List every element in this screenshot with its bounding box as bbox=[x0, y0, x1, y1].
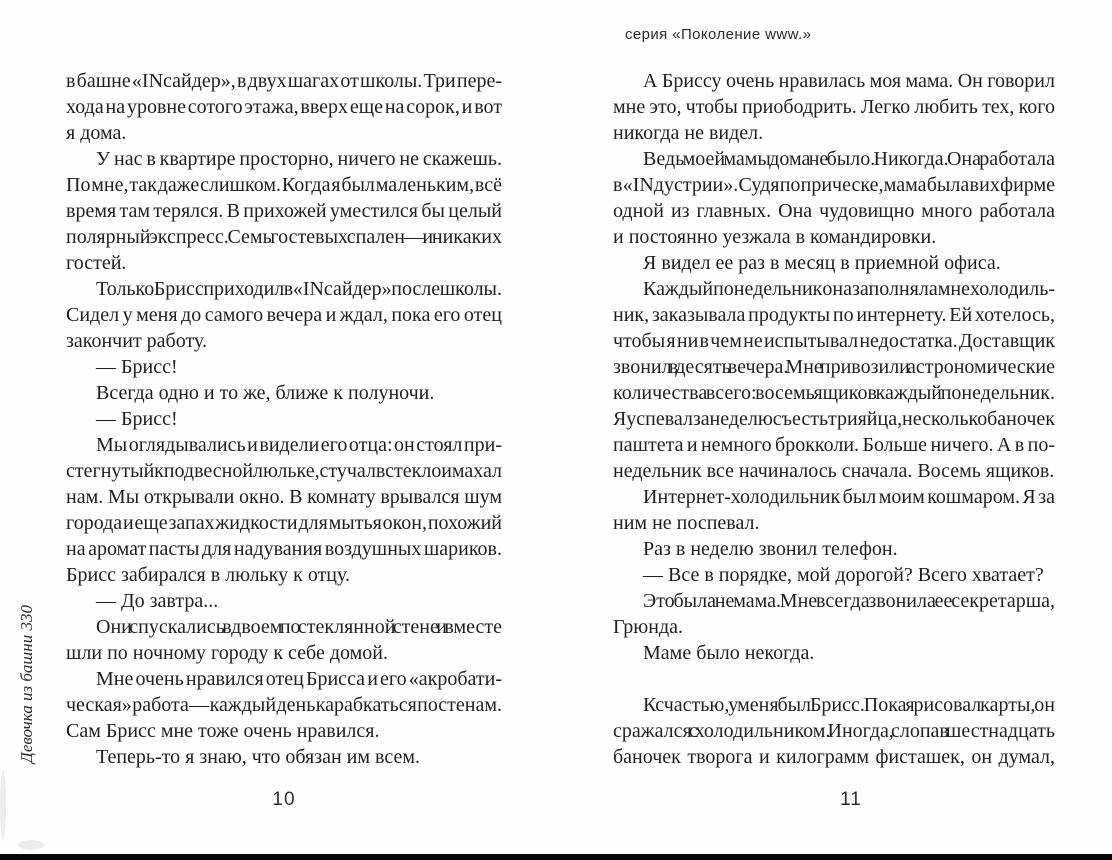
text-line: ник, заказывала продукты по интернету. Ей хотелось, bbox=[613, 304, 1055, 326]
text-line: Интернет-холодильник был моим кошмаром. Я за bbox=[643, 486, 1055, 508]
running-header: серия «Поколение www.» bbox=[625, 26, 812, 43]
text-line: в «INдустрии». Судя по прическе, мама была в их фирме bbox=[613, 174, 1056, 196]
text-line: полярный экспресс. Семь гостевых спален — и никаких bbox=[66, 226, 502, 248]
text-line: Маме было некогда. bbox=[643, 642, 815, 664]
scan-artifact bbox=[18, 840, 44, 850]
text-line: Только Брисс приходил в «INсайдер» после школы. bbox=[96, 278, 502, 300]
text-line: — Брисс! bbox=[96, 408, 178, 430]
bottom-black-bar bbox=[0, 854, 1112, 860]
text-line: Теперь-то я знаю, что обязан им всем. bbox=[96, 746, 421, 768]
text-line: мне это, чтобы приободрить. Легко любить тех, кого bbox=[613, 96, 1055, 118]
text-line: и постоянно уезжала в командировки. bbox=[613, 226, 937, 248]
text-line: — Брисс! bbox=[96, 356, 178, 378]
text-line: Брисс забирался в люльку к отцу. bbox=[66, 564, 351, 586]
text-line: в башне «INсайдер», в двух шагах от школы. Три пере- bbox=[66, 70, 503, 92]
text-line: ним не поспевал. bbox=[613, 512, 760, 534]
text-line: Каждый понедельник она заполняла мне холодиль- bbox=[643, 278, 1055, 300]
text-line: Они спускались вдвоем по стеклянной стене и вместе bbox=[96, 616, 502, 638]
text-line: Сидел у меня до самого вечера и ждал, пока его отец bbox=[66, 304, 502, 326]
text-line: сражался с холодильником. Иногда, слопав шестнадцать bbox=[613, 720, 1055, 742]
text-line: я дома. bbox=[66, 122, 127, 144]
text-line: чтобы я ни в чем не испытывал недостатка. Доставщик bbox=[613, 330, 1055, 352]
text-line: Я успевал за неделю съесть три яйца, несколько баночек bbox=[613, 408, 1055, 430]
text-line: на аромат пасты для надувания воздушных шариков. bbox=[66, 538, 502, 560]
text-line: гостей. bbox=[66, 252, 127, 274]
text-line: Мы оглядывались и видели его отца: он стоял при- bbox=[96, 434, 502, 456]
text-line: недельник все начиналось сначала. Восемь ящиков. bbox=[613, 460, 1055, 482]
text-line: — До завтра... bbox=[96, 590, 219, 612]
text-line: У нас в квартире просторно, ничего не скажешь. bbox=[96, 148, 502, 170]
text-line: нам. Мы открывали окно. В комнату врывался шум bbox=[66, 486, 502, 508]
text-line bbox=[613, 666, 1055, 692]
text-line: шли по ночному городу к себе домой. bbox=[66, 642, 388, 664]
page-number-left: 10 bbox=[272, 789, 296, 810]
text-line: паштета и немного брокколи. Больше ничего. А в по- bbox=[613, 434, 1055, 456]
text-line: стегнутый к подвесной люльке, стучал в стекло и махал bbox=[66, 460, 502, 482]
text-line: никогда не видел. bbox=[613, 122, 764, 144]
text-line: Сам Брисс мне тоже очень нравился. bbox=[66, 720, 380, 742]
text-line: звонил в десять вечера. Мне привозили астрономические bbox=[613, 356, 1055, 378]
text-line: города и еще запах жидкости для мытья окон, похожий bbox=[66, 512, 502, 534]
text-line: Всегда одно и то же, ближе к полуночи. bbox=[96, 382, 435, 404]
text-line: количества всего: восемь ящиков каждый понедельник. bbox=[613, 382, 1055, 404]
text-line: одной из главных. Она чудовищно много работала bbox=[613, 200, 1055, 222]
text-line: А Бриссу очень нравилась моя мама. Он говорил bbox=[643, 70, 1055, 92]
text-line: время там терялся. В прихожей уместился бы целый bbox=[66, 200, 502, 222]
text-line: Раз в неделю звонил телефон. bbox=[643, 538, 898, 560]
text-line: Это была не мама. Мне всегда звонила ее секретарша, bbox=[643, 590, 1055, 612]
text-line: Грюнда. bbox=[613, 616, 683, 638]
text-line: — Все в порядке, мой дорогой? Всего хватает? bbox=[643, 564, 1044, 586]
text-line: ческая» работа — каждый день карабкаться по стенам. bbox=[66, 694, 502, 716]
text-line: закончит работу. bbox=[66, 330, 207, 352]
side-title-vertical: Девочка из башни 330 bbox=[17, 605, 36, 763]
scan-artifact bbox=[0, 770, 6, 840]
text-line: баночек творога и килограмм фисташек, он думал, bbox=[613, 746, 1055, 768]
page-number-right: 11 bbox=[840, 789, 862, 810]
text-line: Ведь моей мамы дома не было. Никогда. Она работала bbox=[643, 148, 1055, 170]
right-page-text bbox=[613, 68, 1055, 770]
text-line: По мне, так даже слишком. Когда я был маленьким, всё bbox=[66, 174, 502, 196]
text-line: К счастью, у меня был Брисс. Пока я рисовал карты, он bbox=[643, 694, 1055, 716]
left-page-text bbox=[66, 68, 502, 770]
text-line: Я видел ее раз в месяц в приемной офиса. bbox=[643, 252, 1001, 274]
text-line: хода на уровне сотого этажа, вверх еще на сорок, и вот bbox=[66, 96, 502, 118]
text-line: Мне очень нравился отец Брисса и его «акробати- bbox=[96, 668, 502, 690]
